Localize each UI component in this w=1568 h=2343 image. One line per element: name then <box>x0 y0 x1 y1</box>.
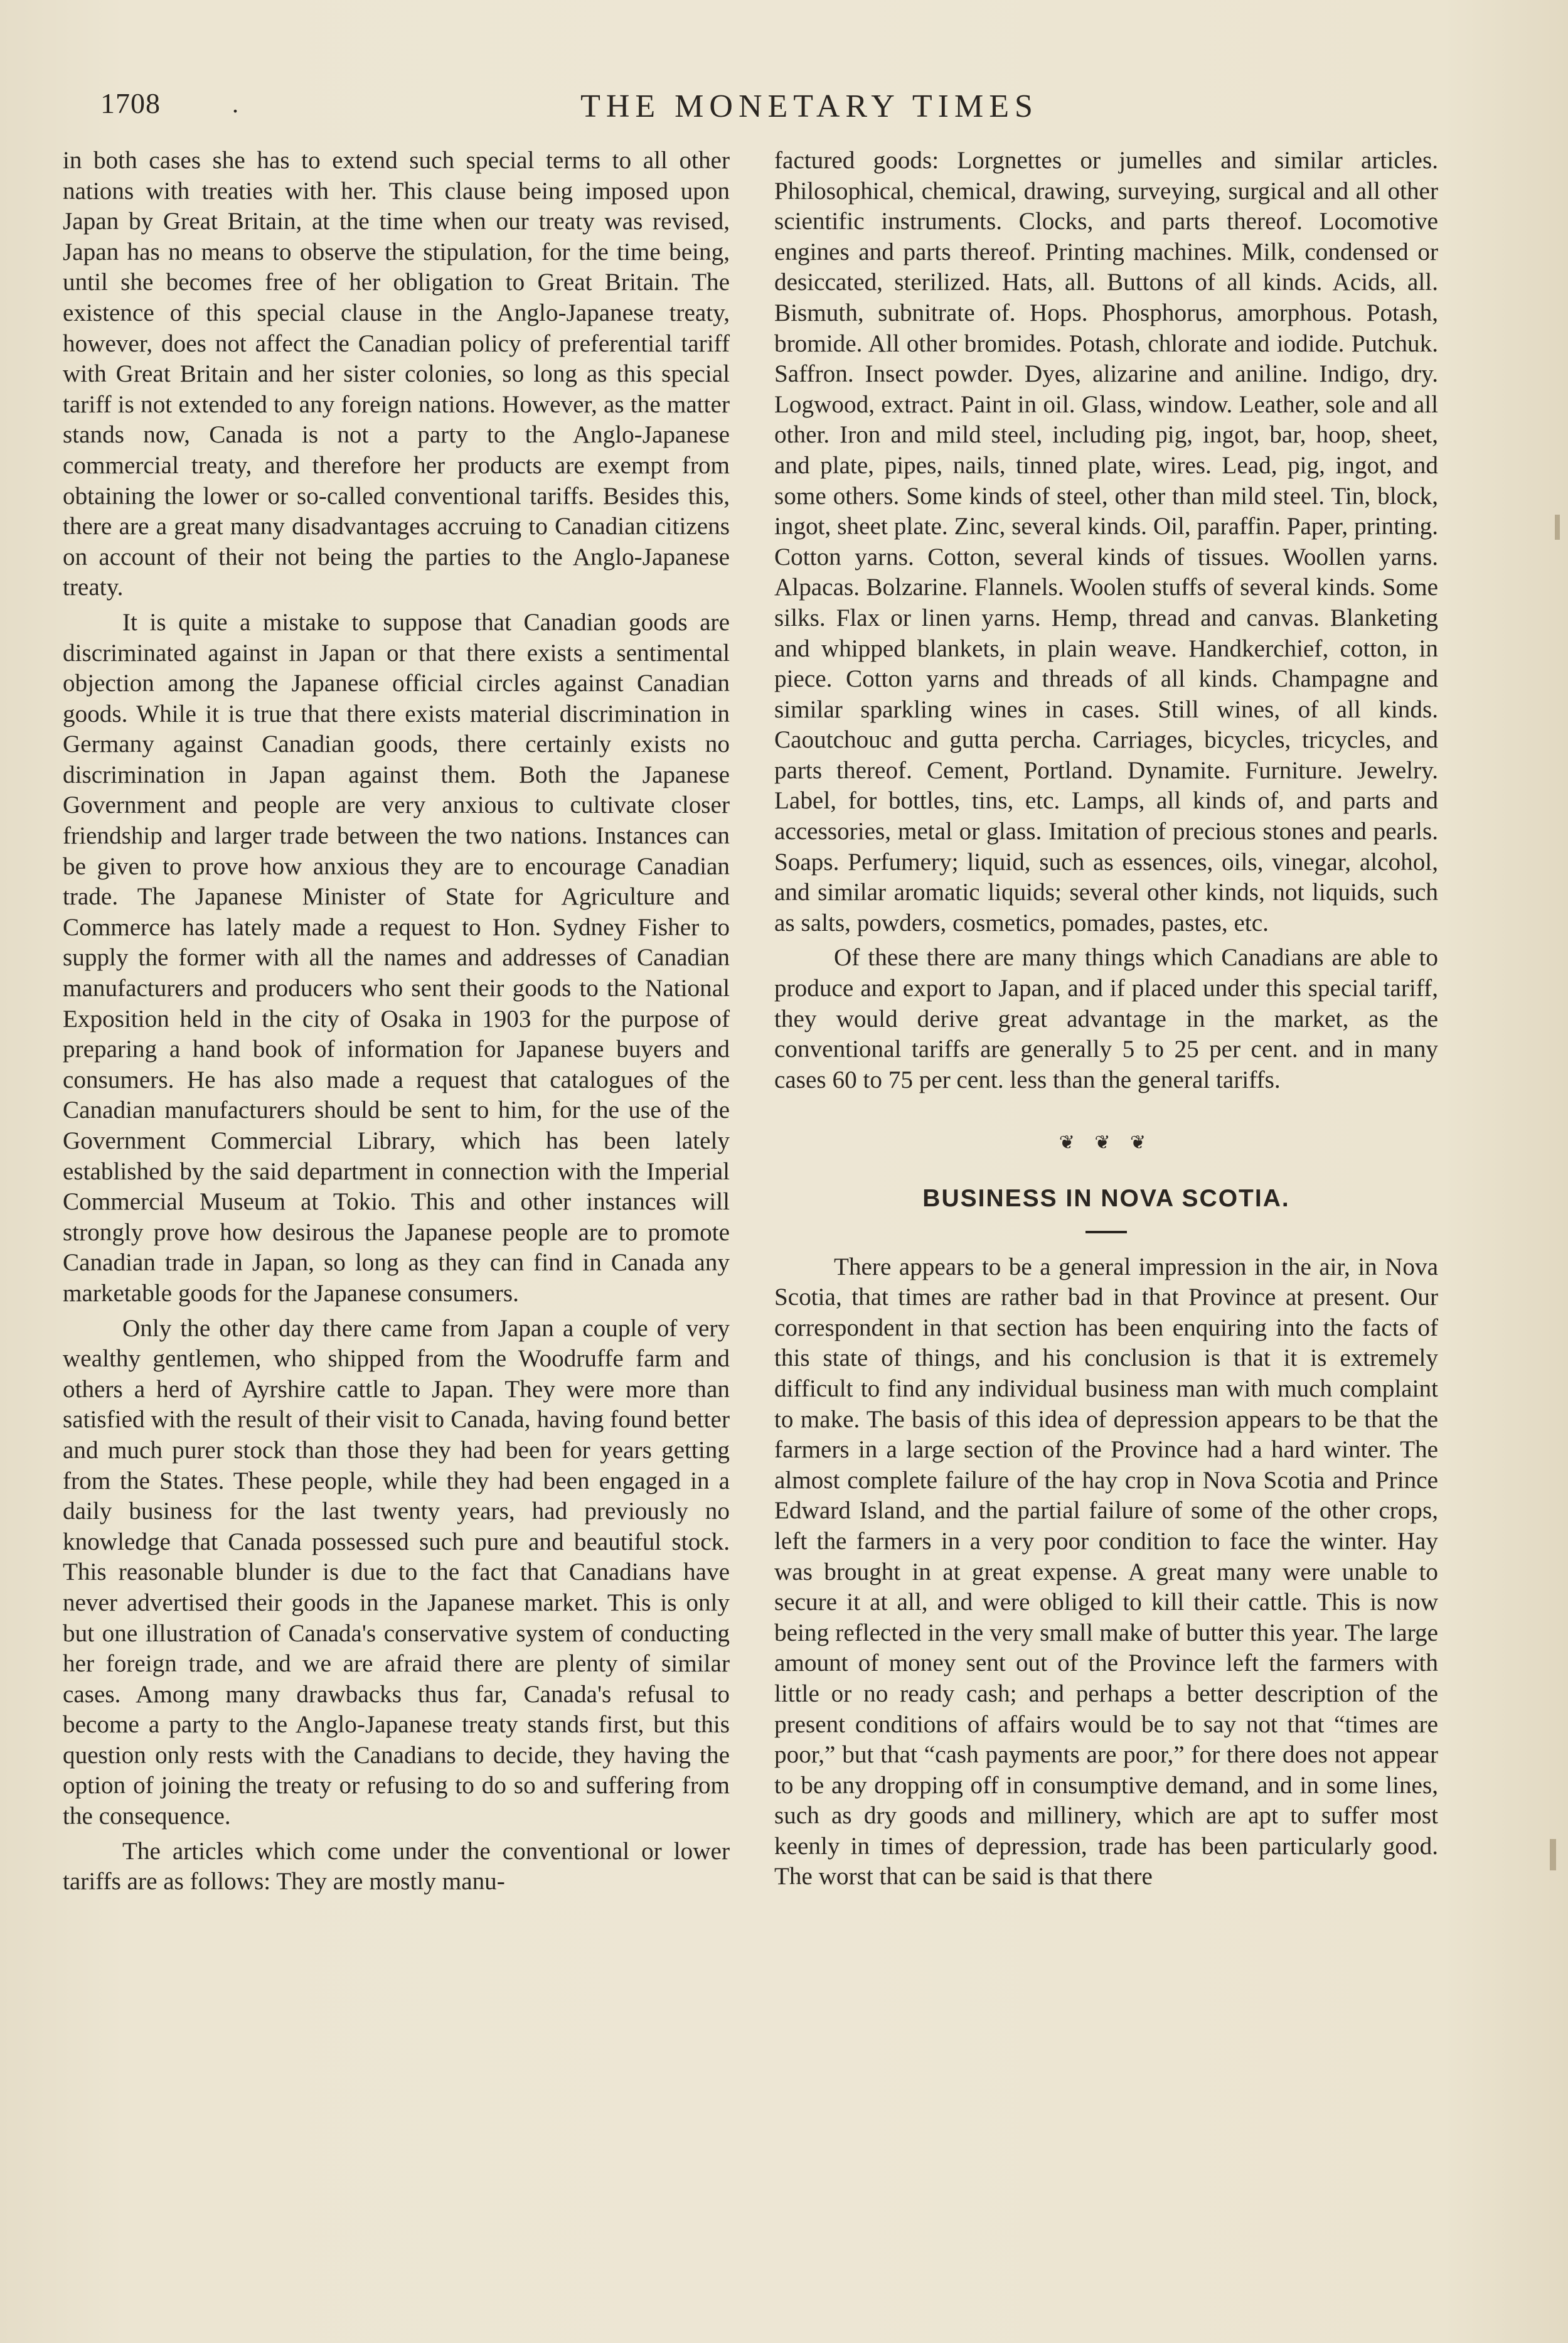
paragraph: Of these there are many things which Canadians are able to produce and export to Japan, and if placed under this special tariff, they would derive great advantage in the market, as the conventional tariffs are generally 5 to 25 per cent. and in many cases 60 to 75 per cent. less than the general tariffs. <box>774 944 1438 1093</box>
section-heading: BUSINESS IN NOVA SCOTIA. <box>922 1185 1290 1212</box>
paragraph: Only the other day there came from Japan a couple of very wealthy gentlemen, who shipped from the Woodruffe farm and others a herd of Ayrshire cattle to Japan. They were more than satisfied with the result of their visit to Canada, having found better and much purer stock than those they had been for years getting from the States. These people, while they had been engaged in a daily business for the last twenty years, had previously no knowledge that Canada possessed such pure and beautiful stock. This reasonable blunder is due to the fact that Canadians have never advertised their goods in the Japanese market. This is only but one illustration of Canada's conservative system of conducting her foreign trade, and we are afraid there are plenty of similar cases. Among many drawbacks thus far, Canada's refusal to become a party to the Anglo-Japanese treaty stands first, but this question only rests with the Canadians to decide, they having the option of joining the treaty or refusing to do so and suffering from the consequence. <box>63 1314 730 1830</box>
header-separator: . <box>232 90 238 118</box>
paragraph: in both cases she has to extend such special terms to all other nations with treaties with her. This clause being imposed upon Japan by Great Britain, at the time when our treaty was revised, Japan has no means to observe the stipulation, for the time being, until she becomes free of her obligation to Great Britain. The existence of this special clause in the Anglo-Japanese treaty, however, does not affect the Canadian policy of preferential tariff with Great Britain and her sister colonies, so long as this special tariff is not extended to any foreign nations. However, as the matter stands now, Canada is not a party to the Anglo-Japanese commercial treaty, and therefore her products are exempt from obtaining the lower or so-called conventional tariffs. Besides this, there are a great many disadvantages accruing to Canadian citizens on account of their not being the parties to the Anglo-Japanese treaty. <box>63 147 730 601</box>
left-column <box>63 146 730 1902</box>
paragraph: It is quite a mistake to suppose that Canadian goods are discriminated against in Japan or that there exists a sentimental objection among the Japanese official circles against Canadian goods. While it is true that there exists material discrimination in Germany against Canadian goods, there certainly exists no discrimination in Japan against them. Both the Japanese Government and people are very anxious to cultivate closer friendship and larger trade between the two nations. Instances can be given to prove how anxious they are to encourage Canadian trade. The Japanese Minister of State for Agriculture and Commerce has lately made a request to Hon. Sydney Fisher to supply the former with all the names and addresses of Canadian manufacturers and producers who sent their goods to the National Exposition held in the city of Osaka in 1903 for the purpose of preparing a hand book of information for Japanese buyers and consumers. He has also made a request that catalogues of the Canadian manufacturers should be sent to him, for the use of the Government Commercial Library, which has been lately established by the said department in connection with the Imperial Commercial Museum at Tokio. This and other instances will strongly prove how desirous the Japanese people are to promote Canadian trade in Japan, so long as they can find in Canada any marketable goods for the Japanese consumers. <box>63 608 730 1307</box>
running-header <box>100 82 1481 138</box>
right-column <box>774 146 1438 1897</box>
page-edge-stain <box>1550 1839 1556 1870</box>
heading-rule <box>1085 1231 1127 1233</box>
section-ornament: ❦ ❦ ❦ <box>1059 1132 1154 1154</box>
paragraph: There appears to be a general impression in the air, in Nova Scotia, that times are rather bad in that Province at present. Our correspondent in that section has been enquiring into the facts of this state of things, and his conclusion is that it is extremely difficult to find any individual business man with much complaint to make. The basis of this idea of depression appears to be that the farmers in a large section of the Province had a hard winter. The almost complete failure of the hay crop in Nova Scotia and Prince Edward Island, and the partial failure of some of the other crops, left the farmers in a very poor condition to face the winter. Hay was brought in at great expense. A great many were unable to secure it at all, and were obliged to kill their cattle. This is now being reflected in the very small make of butter this year. The large amount of money sent out of the Province left the farmers with little or no ready cash; and perhaps a better description of the present conditions of affairs would be to say not that “times are poor,” but that “cash payments are poor,” for there does not appear to be any dropping off in consumptive demand, and in some lines, such as dry goods and millinery, which are apt to suffer most keenly in times of depression, trade has been particularly good. The worst that can be said is that there <box>774 1253 1438 1890</box>
paragraph: The articles which come under the conventional or lower tariffs are as follows: They are mostly manu- <box>63 1837 730 1895</box>
page-edge-stain <box>1555 515 1560 540</box>
paragraph: factured goods: Lorgnettes or jumelles and similar articles. Philosophical, chemical, drawing, surveying, surgical and all other scientific instruments. Clocks, and parts thereof. Locomotive engines and parts thereof. Printing machines. Milk, condensed or desiccated, sterilized. Hats, all. Buttons of all kinds. Acids, all. Bismuth, subnitrate of. Hops. Phosphorus, amorphous. Potash, bromide. All other bromides. Potash, chlorate and iodide. Putchuk. Saffron. Insect powder. Dyes, alizarine and aniline. Indigo, dry. Logwood, extract. Paint in oil. Glass, window. Leather, sole and all other. Iron and mild steel, including pig, ingot, bar, hoop, sheet, and plate, pipes, nails, tinned plate, wires. Lead, pig, ingot, and some others. Some kinds of steel, other than mild steel. Tin, block, ingot, sheet plate. Zinc, several kinds. Oil, paraffin. Paper, printing. Cotton yarns. Cotton, several kinds of tissues. Woollen yarns. Alpacas. Bolzarine. Flannels. Woolen stuffs of several kinds. Some silks. Flax or linen yarns. Hemp, thread and canvas. Blanketing and whipped blankets, in plain weave. Handkerchief, cotton, in piece. Cotton yarns and threads of all kinds. Champagne and similar sparkling wines in cases. Still wines, of all kinds. Caoutchouc and gutta percha. Carriages, bicycles, tricycles, and parts thereof. Cement, Portland. Dynamite. Furniture. Jewelry. Label, for bottles, tins, etc. Lamps, all kinds of, and parts and accessories, metal or glass. Imitation of precious stones and pearls. Soaps. Perfumery; liquid, such as essences, oils, vinegar, alcohol, and similar aromatic liquids; several other kinds, not liquids, such as salts, powders, cosmetics, pomades, pastes, etc. <box>774 147 1438 936</box>
page-number: 1708 <box>100 87 161 119</box>
publication-title: THE MONETARY TIMES <box>580 88 1038 124</box>
